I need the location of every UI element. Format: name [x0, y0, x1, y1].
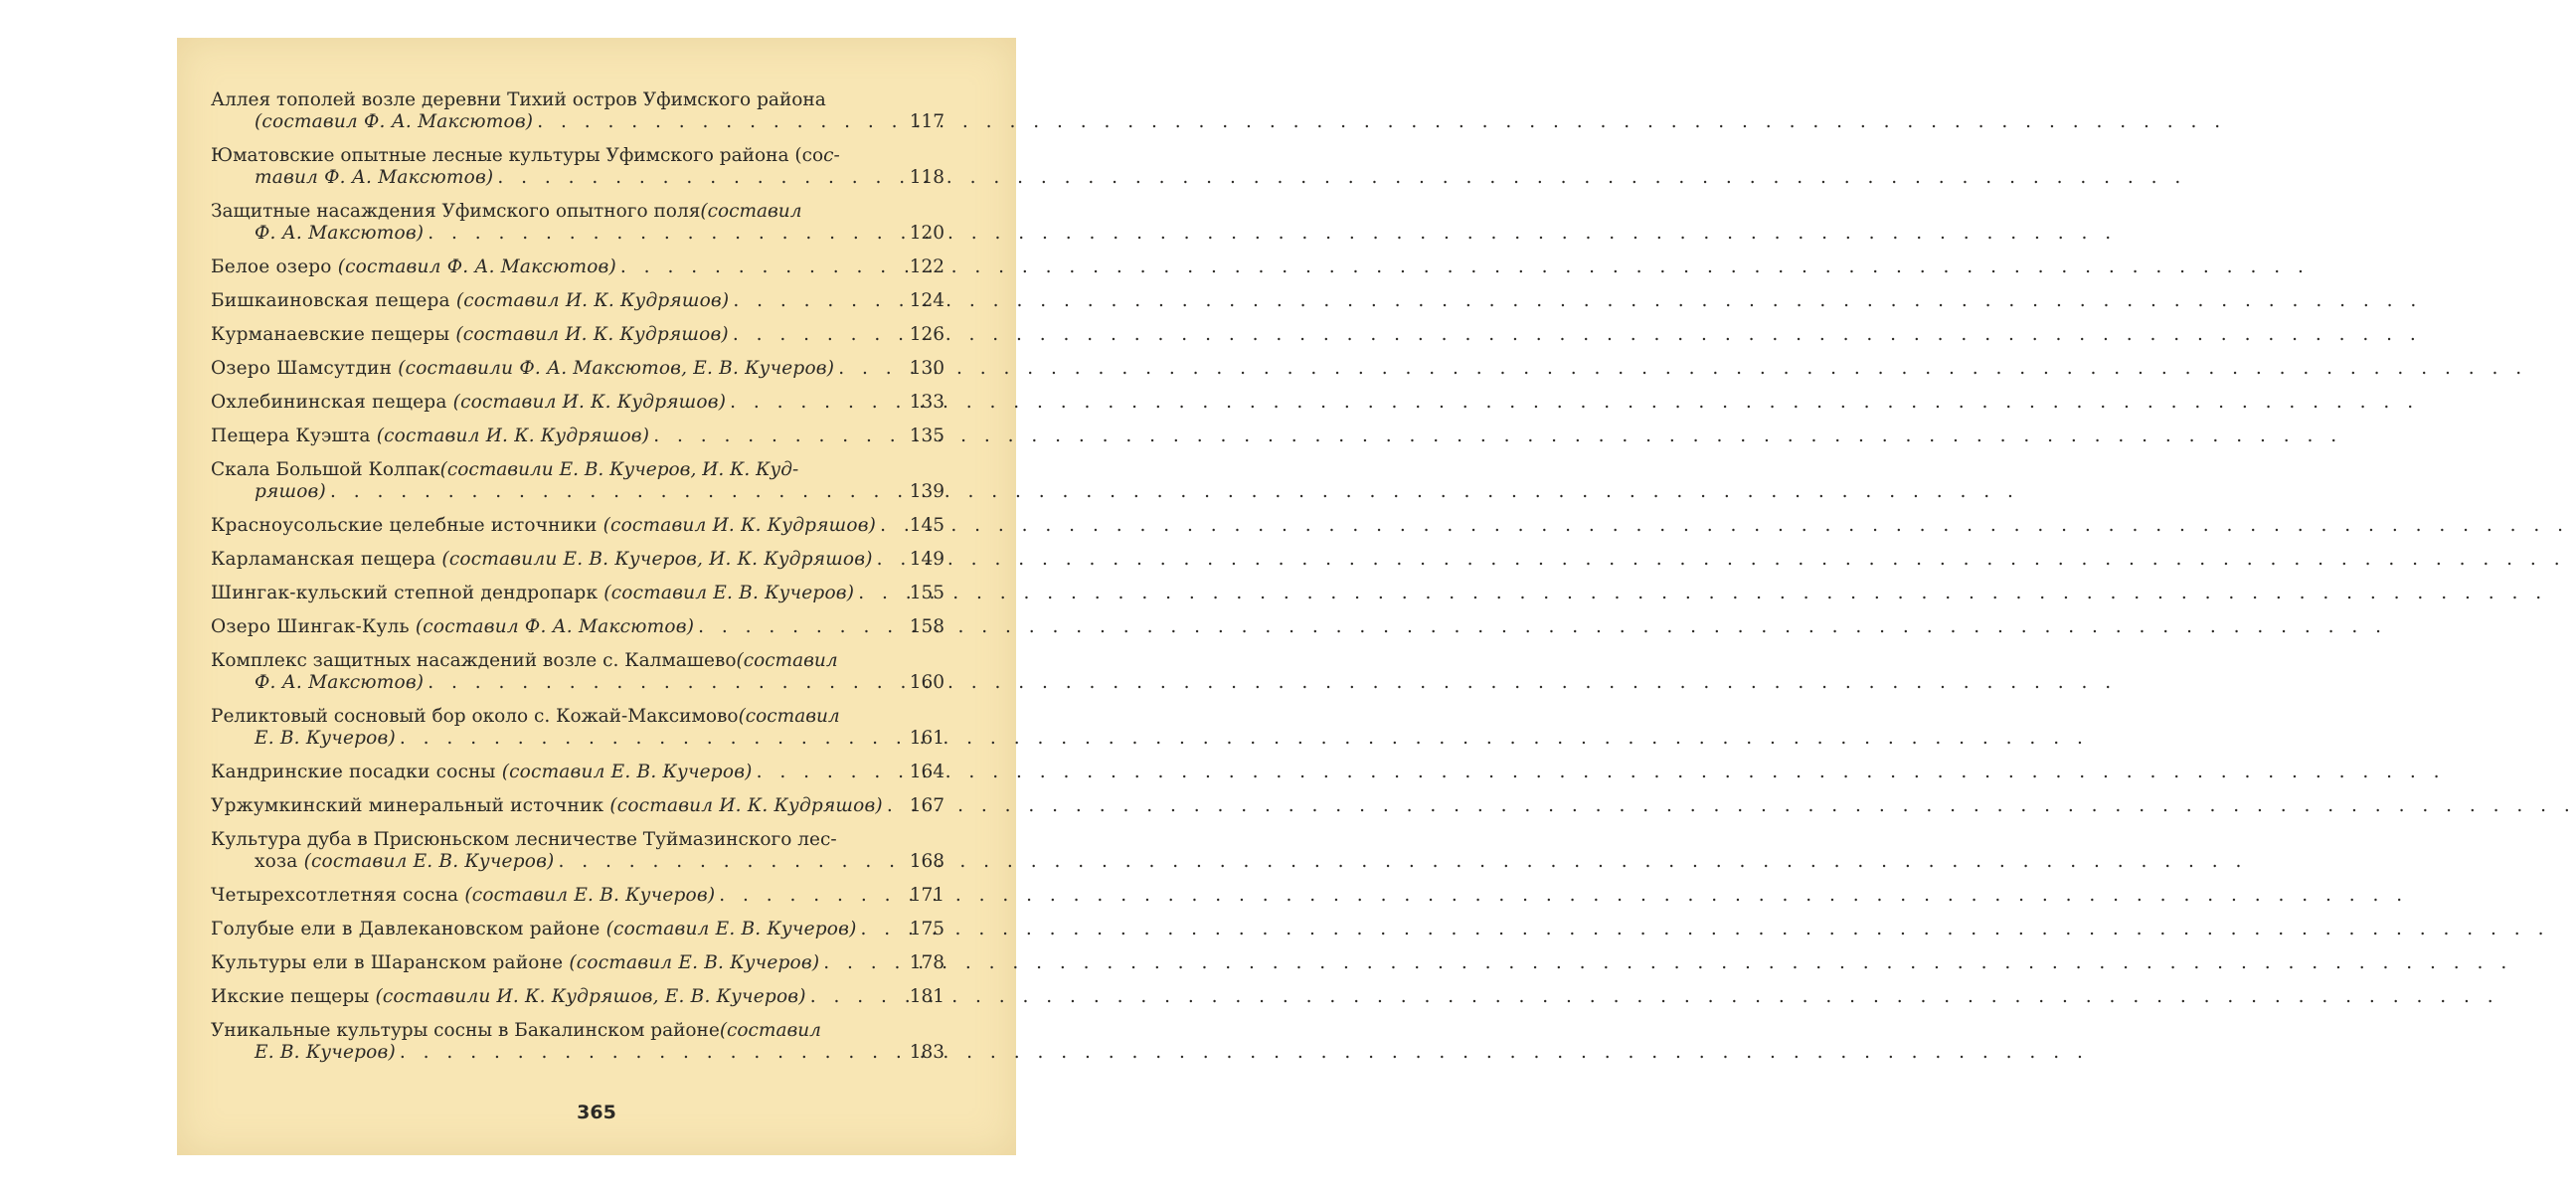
toc-title-text: Охлебининская пещера [211, 392, 453, 413]
toc-entry [211, 358, 945, 380]
toc-entry [211, 145, 945, 189]
toc-entry [211, 650, 945, 694]
toc-title-text: Уржумкинский минеральный источник [211, 795, 610, 816]
toc-title-text: Уникальные культуры сосны в Бакалинском районе [211, 1020, 720, 1041]
toc-entry [211, 392, 945, 414]
toc-title-text: Курманаевские пещеры [211, 324, 456, 345]
toc-title-continued [255, 111, 533, 133]
leader-dots [733, 324, 902, 346]
toc-page-number: 145 [909, 515, 945, 536]
toc-author: Ф. А. Максютов) [255, 672, 425, 693]
toc-entry [211, 256, 945, 278]
toc-title-text: Кандринские посадки сосны [211, 762, 502, 782]
toc-title [211, 324, 729, 346]
toc-title [211, 986, 806, 1008]
toc-page-number: 135 [909, 426, 945, 446]
toc-author: (составил [736, 650, 838, 671]
page-number: 365 [577, 1102, 616, 1123]
table-of-contents [211, 89, 945, 1076]
toc-title [211, 515, 876, 537]
leader-dots [823, 952, 901, 974]
toc-page-number: 139 [909, 481, 945, 502]
toc-author: (составил И. К. Кудряшов) [452, 392, 727, 413]
toc-entry [211, 459, 945, 503]
toc-title-text: Бишкаиновская пещера [211, 290, 456, 311]
leader-dots [400, 1042, 902, 1064]
leader-dots [757, 762, 902, 783]
toc-title-text: Защитные насаждения Уфимского опытного поля [211, 201, 701, 222]
leader-dots [428, 223, 901, 245]
toc-author: (составил Е. В. Кучеров) [501, 762, 753, 782]
toc-title-text: Культуры ели в Шаранском районе [211, 952, 570, 973]
toc-title-text: Шингак-кульский степной дендропарк [211, 583, 604, 603]
toc-title-text: Аллея тополей возле деревни Тихий остров Уфимского района [211, 89, 826, 110]
toc-entry [211, 829, 945, 873]
toc-entry [211, 324, 945, 346]
toc-author: (составили Е. В. Кучеров, И. К. Куд- [439, 459, 799, 480]
toc-page-number: 168 [909, 851, 945, 872]
toc-page-number: 118 [909, 167, 945, 188]
toc-title-text: Культура дуба в Присюньском лесничестве Туймазинского лес- [211, 829, 837, 850]
toc-title-text: Пещера Куэшта [211, 426, 377, 446]
toc-title [211, 549, 873, 571]
toc-title-text: Скала Большой Колпак [211, 459, 440, 480]
toc-author: (составил Е. В. Кучеров) [303, 851, 555, 872]
toc-author: (составили И. К. Кудряшов, Е. В. Кучеров) [375, 986, 806, 1007]
toc-page-number: 158 [909, 616, 945, 637]
toc-page-number: 130 [909, 358, 945, 379]
toc-author: (составил Ф. А. Максютов) [415, 616, 695, 637]
toc-page-number: 117 [909, 111, 945, 132]
toc-title-text: Карламанская пещера [211, 549, 442, 570]
toc-title [211, 952, 819, 974]
toc-entry [211, 616, 945, 638]
leader-dots [880, 515, 902, 537]
toc-title-continued [255, 223, 424, 245]
toc-entry [211, 201, 945, 245]
toc-page-number: 164 [909, 762, 945, 782]
leader-dots [733, 290, 901, 312]
toc-author: (составил Ф. А. Максютов) [255, 111, 534, 132]
toc-entry [211, 583, 945, 604]
toc-author: (составил Е. В. Кучеров) [464, 885, 716, 906]
toc-page-number: 120 [909, 223, 945, 244]
toc-author: (составил И. К. Кудряшов) [455, 290, 730, 311]
toc-entry [211, 952, 945, 974]
toc-entry [211, 426, 945, 447]
toc-title [211, 762, 753, 783]
toc-page-number: 178 [909, 952, 945, 973]
toc-title-continued [255, 728, 396, 750]
toc-entry [211, 795, 945, 817]
leader-dots [838, 358, 902, 380]
toc-author: (составили Е. В. Кучеров, И. К. Кудряшов) [441, 549, 873, 570]
toc-page-number: 175 [909, 919, 945, 939]
toc-page-number: 149 [909, 549, 945, 570]
toc-page-number: 181 [909, 986, 945, 1007]
toc-title [211, 583, 854, 604]
toc-title-text: Красноусольские целебные источники [211, 515, 603, 536]
toc-entry [211, 515, 945, 537]
toc-page-number: 160 [909, 672, 945, 693]
toc-page-number: 124 [909, 290, 945, 311]
toc-title [211, 392, 726, 414]
toc-title [211, 290, 729, 312]
toc-entry [211, 762, 945, 783]
toc-author: (составили Ф. А. Максютов, Е. В. Кучеров) [398, 358, 835, 379]
toc-author: Ф. А. Максютов) [255, 223, 425, 244]
leader-dots [428, 672, 901, 694]
toc-page-number: 167 [909, 795, 945, 816]
toc-author: (составил И. К. Кудряшов) [609, 795, 883, 816]
toc-author: с- [823, 145, 840, 166]
toc-author: (составил [719, 1020, 821, 1041]
toc-title-text: хоза [255, 851, 304, 872]
toc-author: Е. В. Кучеров) [255, 1042, 396, 1063]
toc-author: (составил И. К. Кудряшов) [455, 324, 729, 345]
toc-title [211, 358, 834, 380]
toc-entry [211, 986, 945, 1008]
toc-title [211, 256, 616, 278]
leader-dots [810, 986, 902, 1008]
toc-title-text: Юматовские опытные лесные культуры Уфимского района (со [211, 145, 824, 166]
toc-title [211, 885, 715, 907]
toc-page-number: 122 [909, 256, 945, 277]
toc-title [211, 795, 883, 817]
toc-title-text: Голубые ели в Давлекановском районе [211, 919, 606, 939]
toc-author: Е. В. Кучеров) [255, 728, 396, 749]
toc-author: (составил Е. В. Кучеров) [569, 952, 820, 973]
toc-entry [211, 885, 945, 907]
toc-author: (составил [700, 201, 802, 222]
toc-title-continued [255, 481, 326, 503]
toc-entry [211, 919, 945, 940]
toc-page-number: 183 [909, 1042, 945, 1063]
leader-dots [887, 795, 902, 817]
toc-page-number: 161 [909, 728, 945, 749]
leader-dots [497, 167, 901, 189]
leader-dots [558, 851, 901, 873]
leader-dots [330, 481, 902, 503]
toc-author: (составил И. К. Кудряшов) [602, 515, 877, 536]
toc-title-continued [255, 851, 554, 873]
leader-dots [730, 392, 902, 414]
leader-dots [620, 256, 902, 278]
leader-dots [861, 919, 902, 940]
leader-dots [537, 111, 901, 133]
toc-title-text: Озеро Шингак-Куль [211, 616, 416, 637]
book-page [177, 38, 1016, 1155]
toc-author: (составил И. К. Кудряшов) [376, 426, 650, 446]
toc-title-text: Четырехсотлетняя сосна [211, 885, 465, 906]
toc-page-number: 126 [909, 324, 945, 345]
toc-entry [211, 1020, 945, 1064]
toc-page-number: 171 [909, 885, 945, 906]
toc-title-continued [255, 672, 424, 694]
toc-author: тавил Ф. А. Максютов) [255, 167, 494, 188]
toc-title [211, 919, 857, 940]
toc-title [211, 426, 649, 447]
leader-dots [719, 885, 901, 907]
leader-dots [653, 426, 902, 447]
leader-dots [400, 728, 902, 750]
toc-page-number: 133 [909, 392, 945, 413]
toc-author: (составил [738, 706, 840, 727]
toc-author: (составил Ф. А. Максютов) [337, 256, 616, 277]
leader-dots [877, 549, 902, 571]
toc-title-text: Озеро Шамсутдин [211, 358, 399, 379]
toc-author: (составил Е. В. Кучеров) [605, 919, 857, 939]
leader-dots [858, 583, 902, 604]
toc-author: (составил Е. В. Кучеров) [603, 583, 855, 603]
toc-title-text: Белое озеро [211, 256, 338, 277]
toc-entry [211, 290, 945, 312]
toc-entry [211, 549, 945, 571]
toc-title-text: Комплекс защитных насаждений возле с. Калмашево [211, 650, 737, 671]
toc-title-text: Реликтовый сосновый бор около с. Кожай-Максимово [211, 706, 739, 727]
toc-entry [211, 89, 945, 133]
toc-entry [211, 706, 945, 750]
toc-title-continued [255, 1042, 396, 1064]
toc-page-number: 155 [909, 583, 945, 603]
toc-title-continued [255, 167, 493, 189]
toc-author: ряшов) [255, 481, 326, 502]
toc-title [211, 616, 694, 638]
toc-title-text: Икские пещеры [211, 986, 376, 1007]
leader-dots [698, 616, 902, 638]
